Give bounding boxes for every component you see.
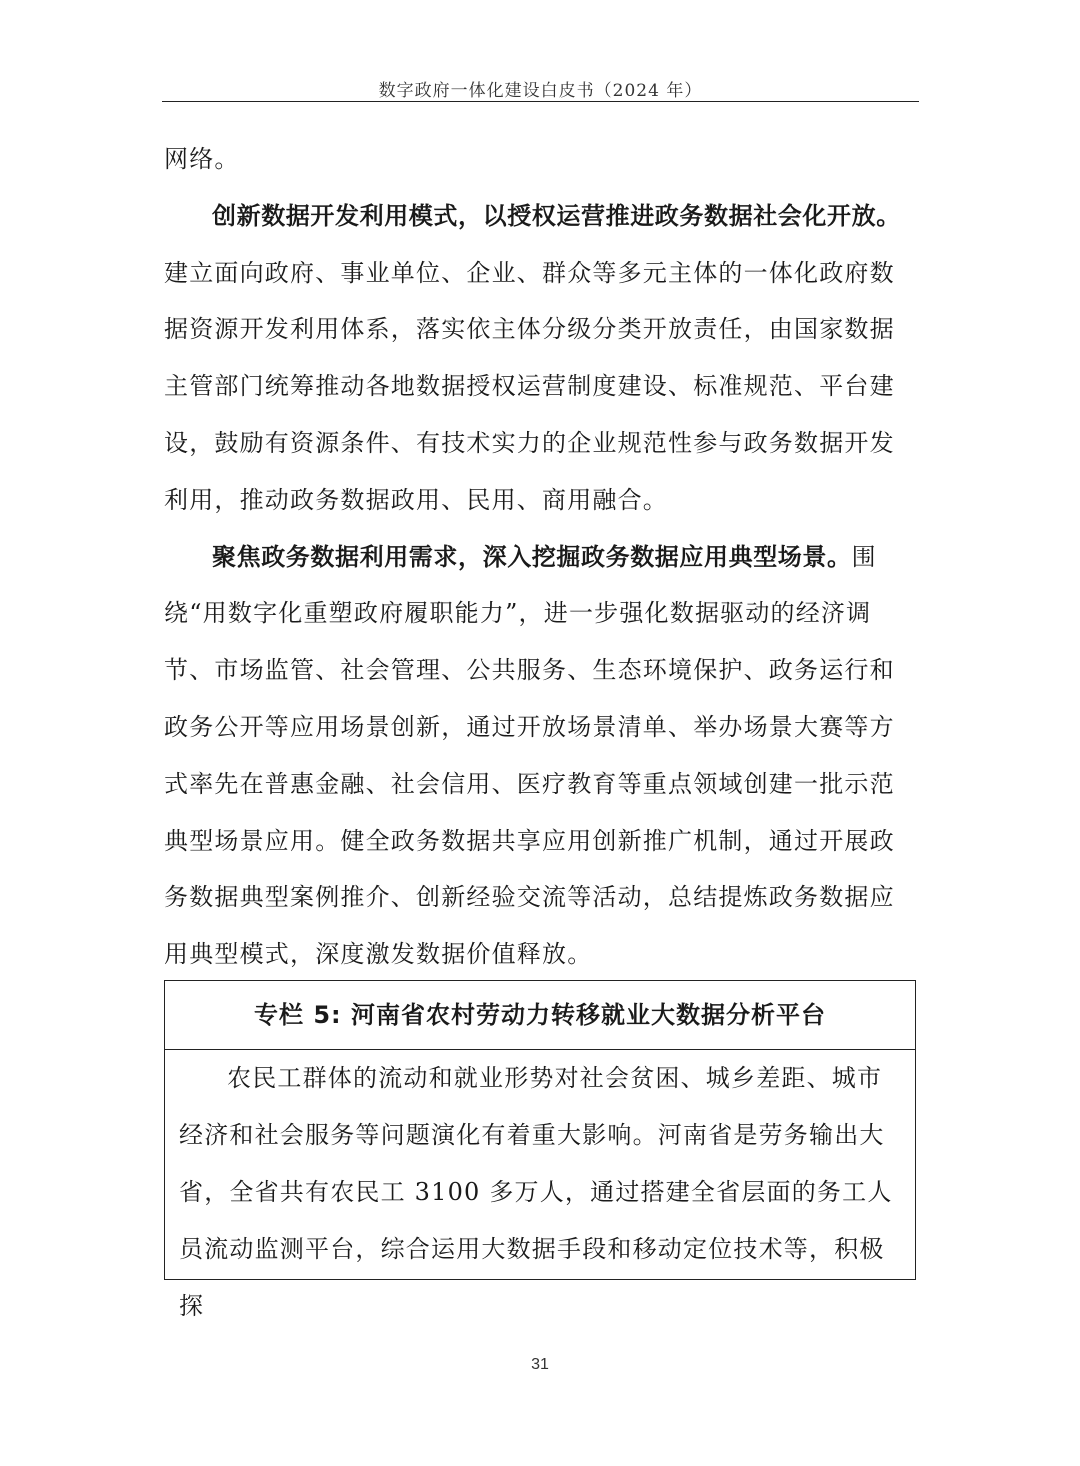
paragraph [164,188,916,529]
sidebar-box-title: 专栏 5: 河南省农村劳动力转移就业大数据分析平台 [165,981,915,1050]
paragraph-text: 围绕“用数字化重塑政府履职能力”，进一步强化数据驱动的经济调节、市场监管、社会管理、公共服务、生态环境保护、政务运行和政务公开等应用场景创新，通过开放场景清单、举办场景大赛等方式率先在普惠金融、社会信用、医疗教育等重点领域创建一批示范典型场景应用。健全政务数据共享应用创新推广机制，通过开展政务数据典型案例推介、创新经验交流等活动，总结提炼政务数据应用典型模式，深度激发数据价值释放。 [164,542,895,969]
document-body [164,131,916,983]
continuation-text: 网络。 [164,145,240,173]
header-divider [162,101,919,102]
page-number: 31 [531,1356,549,1373]
running-header: 数字政府一体化建设白皮书（2024 年） [378,81,703,101]
paragraph-lead: 聚焦政务数据利用需求，深入挖掘政务数据应用典型场景。 [212,542,852,571]
paragraph [164,529,916,983]
sidebar-box [164,980,916,1320]
paragraph-lead: 创新数据开发利用模式，以授权运营推进政务数据社会化开放。 [212,201,901,230]
paragraph-text: 建立面向政府、事业单位、企业、群众等多元主体的一体化政府数据资源开发利用体系，落实依主体分级分类开放责任，由国家数据主管部门统筹推动各地数据授权运营制度建设、标准规范、平台建设，鼓励有资源条件、有技术实力的企业规范性参与政务数据开发利用，推动政务数据政用、民用、商用融合。 [164,258,895,514]
sidebar-box-text: 农民工群体的流动和就业形势对社会贫困、城乡差距、城市经济和社会服务等问题演化有着重大影响。河南省是劳务输出大省，全省共有农民工 3100 多万人，通过搭建全省层面的务工人员流动监测平台，综合运用大数据手段和移动定位技术等，积极探 [179,1064,893,1320]
